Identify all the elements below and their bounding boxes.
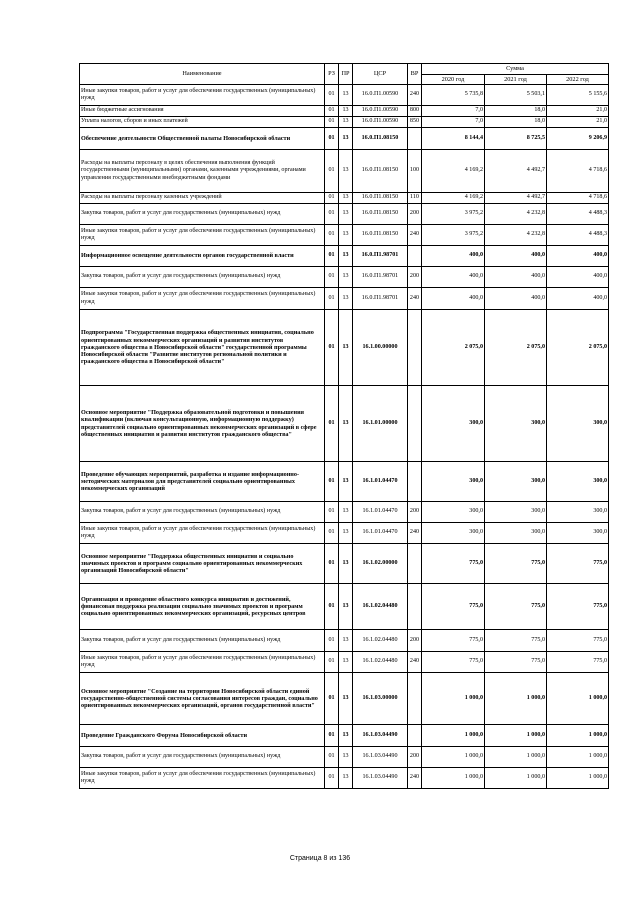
cell-pr: 13: [339, 193, 353, 204]
cell-name: Расходы на выплаты персоналу в целях обеспечения выполнения функций государственными (муниципальными) органами, казенными учреждениями, органами управления государственными внебюджетными фондами: [80, 150, 325, 193]
cell-rz: 01: [325, 462, 339, 502]
cell-csr: 16.1.01.00000: [353, 386, 408, 462]
cell-vr: [408, 310, 422, 386]
cell-y2022: 21,0: [547, 106, 609, 117]
cell-name: Основное мероприятие "Поддержка общественных инициатив и социально значимых проектов и программ социально ориентированных некоммерческих организаций Новосибирской области": [80, 544, 325, 584]
cell-y2020: 300,0: [422, 502, 485, 523]
cell-y2021: 4 232,8: [485, 204, 547, 225]
cell-csr: 16.0.П1.08150: [353, 225, 408, 246]
cell-pr: 13: [339, 630, 353, 652]
cell-name: Организация и проведение областного конкурса инициатив и достижений, финансовая поддержка реализации социально значимых проектов и программ социально ориентированных некоммерческих организаций, ресурсных центров: [80, 584, 325, 630]
cell-y2022: 4 718,6: [547, 193, 609, 204]
cell-y2020: 775,0: [422, 544, 485, 584]
cell-name: Информационное освещение деятельности органов государственной власти: [80, 246, 325, 267]
cell-y2022: 300,0: [547, 386, 609, 462]
cell-y2020: 400,0: [422, 288, 485, 310]
cell-y2021: 1 000,0: [485, 725, 547, 747]
table-row: [80, 584, 609, 630]
cell-rz: 01: [325, 204, 339, 225]
cell-pr: 13: [339, 267, 353, 288]
cell-vr: [408, 128, 422, 150]
cell-y2022: 775,0: [547, 652, 609, 673]
cell-y2020: 1 000,0: [422, 673, 485, 725]
cell-csr: 16.1.03.04490: [353, 768, 408, 789]
cell-y2022: 400,0: [547, 288, 609, 310]
cell-pr: 13: [339, 150, 353, 193]
column-header-year-2022: 2022 год: [547, 75, 609, 85]
table-row: [80, 106, 609, 117]
cell-rz: 01: [325, 768, 339, 789]
table-row: [80, 768, 609, 789]
cell-y2022: 300,0: [547, 502, 609, 523]
cell-y2021: 775,0: [485, 652, 547, 673]
cell-y2022: 775,0: [547, 544, 609, 584]
table-row: [80, 630, 609, 652]
cell-name: Основное мероприятие "Поддержка образовательной подготовки и повышения квалификации (включая консультационную, информационную поддержку) представителей социально ориентированных некоммерческих организаций в сфере общественных инициатив и развития институтов гражданского общества": [80, 386, 325, 462]
cell-csr: 16.1.02.04480: [353, 584, 408, 630]
cell-pr: 13: [339, 652, 353, 673]
cell-pr: 13: [339, 725, 353, 747]
cell-vr: 240: [408, 768, 422, 789]
cell-vr: 240: [408, 85, 422, 106]
cell-pr: 13: [339, 246, 353, 267]
table-row: [80, 150, 609, 193]
cell-pr: 13: [339, 310, 353, 386]
cell-rz: 01: [325, 673, 339, 725]
cell-vr: 240: [408, 288, 422, 310]
cell-csr: 16.0.П1.98701: [353, 267, 408, 288]
table-row: [80, 204, 609, 225]
cell-y2020: 400,0: [422, 267, 485, 288]
table-row: [80, 267, 609, 288]
cell-pr: 13: [339, 523, 353, 544]
cell-vr: 100: [408, 150, 422, 193]
cell-csr: 16.0.П1.08150: [353, 150, 408, 193]
cell-y2021: 1 000,0: [485, 768, 547, 789]
cell-y2022: 4 488,3: [547, 204, 609, 225]
cell-name: Иные закупки товаров, работ и услуг для обеспечения государственных (муниципальных) нужд: [80, 652, 325, 673]
cell-y2022: 300,0: [547, 462, 609, 502]
cell-csr: 16.1.01.04470: [353, 462, 408, 502]
cell-pr: 13: [339, 544, 353, 584]
cell-name: Проведение обучающих мероприятий, разработка и издание информационно-методических материалов для представителей социально ориентированных некоммерческих организаций: [80, 462, 325, 502]
cell-vr: 240: [408, 652, 422, 673]
cell-pr: 13: [339, 462, 353, 502]
column-header-year-2020: 2020 год: [422, 75, 485, 85]
cell-name: Закупка товаров, работ и услуг для государственных (муниципальных) нужд: [80, 267, 325, 288]
cell-rz: 01: [325, 225, 339, 246]
cell-name: Обеспечение деятельности Общественной палаты Новосибирской области: [80, 128, 325, 150]
cell-y2020: 400,0: [422, 246, 485, 267]
page-number: Страница 8 из 136: [289, 855, 351, 862]
cell-pr: 13: [339, 768, 353, 789]
column-header-name: Наименование: [80, 64, 325, 85]
cell-rz: 01: [325, 117, 339, 128]
cell-csr: 16.1.01.04470: [353, 502, 408, 523]
cell-y2021: 8 725,5: [485, 128, 547, 150]
cell-y2021: 400,0: [485, 246, 547, 267]
cell-rz: 01: [325, 288, 339, 310]
cell-rz: 01: [325, 544, 339, 584]
cell-csr: 16.0.П1.00590: [353, 85, 408, 106]
cell-rz: 01: [325, 386, 339, 462]
table-row: [80, 747, 609, 768]
cell-y2022: 775,0: [547, 630, 609, 652]
cell-y2022: 1 000,0: [547, 673, 609, 725]
cell-rz: 01: [325, 652, 339, 673]
cell-pr: 13: [339, 673, 353, 725]
cell-y2020: 3 975,2: [422, 204, 485, 225]
cell-vr: [408, 725, 422, 747]
column-header-pr: ПР: [339, 64, 353, 85]
cell-vr: 850: [408, 117, 422, 128]
cell-y2021: 2 075,0: [485, 310, 547, 386]
cell-y2020: 775,0: [422, 652, 485, 673]
column-header-sum: Сумма: [422, 64, 609, 75]
cell-csr: 16.0.П1.98701: [353, 288, 408, 310]
cell-pr: 13: [339, 204, 353, 225]
cell-pr: 13: [339, 128, 353, 150]
table-row: [80, 288, 609, 310]
cell-pr: 13: [339, 85, 353, 106]
cell-y2022: 1 000,0: [547, 725, 609, 747]
cell-name: Подпрограмма "Государственная поддержка общественных инициатив, социально ориентированных некоммерческих организаций и развития институтов гражданского общества в Новосибирской области" государственной программы Новосибирской области "Развитие институтов региональной политики и гражданского общества в Новосибирской области": [80, 310, 325, 386]
cell-y2021: 300,0: [485, 502, 547, 523]
cell-y2021: 300,0: [485, 523, 547, 544]
table-row: [80, 193, 609, 204]
cell-vr: [408, 246, 422, 267]
cell-csr: 16.0.П1.08150: [353, 204, 408, 225]
cell-y2022: 9 206,9: [547, 128, 609, 150]
cell-y2021: 5 503,1: [485, 85, 547, 106]
cell-rz: 01: [325, 523, 339, 544]
cell-rz: 01: [325, 128, 339, 150]
cell-vr: [408, 386, 422, 462]
cell-pr: 13: [339, 225, 353, 246]
cell-pr: 13: [339, 747, 353, 768]
budget-table: [79, 63, 609, 789]
cell-csr: 16.1.02.04480: [353, 652, 408, 673]
cell-csr: 16.0.П1.08150: [353, 128, 408, 150]
cell-rz: 01: [325, 725, 339, 747]
cell-y2020: 1 000,0: [422, 747, 485, 768]
table-body: [80, 85, 609, 789]
cell-rz: 01: [325, 150, 339, 193]
cell-y2021: 1 000,0: [485, 747, 547, 768]
table-row: [80, 386, 609, 462]
cell-y2020: 4 169,2: [422, 193, 485, 204]
cell-rz: 01: [325, 106, 339, 117]
cell-vr: 200: [408, 747, 422, 768]
cell-y2022: 4 718,6: [547, 150, 609, 193]
cell-rz: 01: [325, 630, 339, 652]
cell-vr: 200: [408, 502, 422, 523]
cell-vr: [408, 584, 422, 630]
cell-y2020: 8 144,4: [422, 128, 485, 150]
cell-vr: 110: [408, 193, 422, 204]
cell-y2020: 7,0: [422, 106, 485, 117]
cell-y2021: 1 000,0: [485, 673, 547, 725]
cell-name: Закупка товаров, работ и услуг для государственных (муниципальных) нужд: [80, 502, 325, 523]
table-row: [80, 523, 609, 544]
cell-y2022: 1 000,0: [547, 768, 609, 789]
cell-y2022: 775,0: [547, 584, 609, 630]
cell-name: Иные бюджетные ассигнования: [80, 106, 325, 117]
cell-vr: 200: [408, 204, 422, 225]
table-row: [80, 725, 609, 747]
cell-vr: 240: [408, 523, 422, 544]
cell-y2021: 18,0: [485, 117, 547, 128]
cell-name: Проведение Гражданского Форума Новосибирской области: [80, 725, 325, 747]
table-row: [80, 117, 609, 128]
table-row: [80, 246, 609, 267]
cell-y2022: 5 155,6: [547, 85, 609, 106]
table-row: [80, 462, 609, 502]
cell-y2021: 400,0: [485, 267, 547, 288]
cell-pr: 13: [339, 106, 353, 117]
cell-y2022: 4 488,3: [547, 225, 609, 246]
cell-y2020: 7,0: [422, 117, 485, 128]
cell-vr: [408, 673, 422, 725]
cell-y2020: 1 000,0: [422, 768, 485, 789]
cell-name: Закупка товаров, работ и услуг для государственных (муниципальных) нужд: [80, 204, 325, 225]
cell-y2022: 2 075,0: [547, 310, 609, 386]
cell-y2022: 21,0: [547, 117, 609, 128]
column-header-rz: РЗ: [325, 64, 339, 85]
table-row: [80, 310, 609, 386]
cell-name: Закупка товаров, работ и услуг для государственных (муниципальных) нужд: [80, 630, 325, 652]
cell-y2020: 300,0: [422, 462, 485, 502]
cell-y2021: 300,0: [485, 386, 547, 462]
cell-rz: 01: [325, 193, 339, 204]
column-header-csr: ЦСР: [353, 64, 408, 85]
cell-csr: 16.1.02.00000: [353, 544, 408, 584]
cell-vr: 800: [408, 106, 422, 117]
table-row: [80, 128, 609, 150]
cell-name: Иные закупки товаров, работ и услуг для обеспечения государственных (муниципальных) нужд: [80, 768, 325, 789]
cell-vr: 200: [408, 630, 422, 652]
table-row: [80, 673, 609, 725]
cell-y2021: 400,0: [485, 288, 547, 310]
cell-y2022: 300,0: [547, 523, 609, 544]
cell-name: Уплата налогов, сборов и иных платежей: [80, 117, 325, 128]
cell-rz: 01: [325, 310, 339, 386]
cell-csr: 16.0.П1.98701: [353, 246, 408, 267]
cell-y2020: 775,0: [422, 630, 485, 652]
cell-name: Иные закупки товаров, работ и услуг для обеспечения государственных (муниципальных) нужд: [80, 85, 325, 106]
cell-y2021: 4 232,8: [485, 225, 547, 246]
cell-pr: 13: [339, 117, 353, 128]
cell-y2021: 775,0: [485, 544, 547, 584]
cell-name: Основное мероприятие "Создание на территории Новосибирской области единой государственно-общественной системы согласования интересов граждан, социально ориентированных некоммерческих организаций, органов государственной власти": [80, 673, 325, 725]
cell-csr: 16.1.03.04490: [353, 747, 408, 768]
table-row: [80, 652, 609, 673]
cell-y2020: 3 975,2: [422, 225, 485, 246]
table-row: [80, 225, 609, 246]
cell-y2022: 400,0: [547, 246, 609, 267]
cell-pr: 13: [339, 386, 353, 462]
cell-csr: 16.1.03.04490: [353, 725, 408, 747]
cell-rz: 01: [325, 267, 339, 288]
cell-y2021: 4 492,7: [485, 193, 547, 204]
cell-csr: 16.0.П1.00590: [353, 106, 408, 117]
cell-csr: 16.1.03.00000: [353, 673, 408, 725]
cell-y2022: 1 000,0: [547, 747, 609, 768]
cell-pr: 13: [339, 584, 353, 630]
cell-y2021: 775,0: [485, 630, 547, 652]
cell-csr: 16.0.П1.00590: [353, 117, 408, 128]
cell-name: Закупка товаров, работ и услуг для государственных (муниципальных) нужд: [80, 747, 325, 768]
table-row: [80, 544, 609, 584]
table-header: [80, 64, 609, 85]
cell-name: Иные закупки товаров, работ и услуг для обеспечения государственных (муниципальных) нужд: [80, 523, 325, 544]
column-header-year-2021: 2021 год: [485, 75, 547, 85]
cell-y2020: 5 735,8: [422, 85, 485, 106]
cell-y2021: 775,0: [485, 584, 547, 630]
cell-rz: 01: [325, 502, 339, 523]
cell-name: Иные закупки товаров, работ и услуг для обеспечения государственных (муниципальных) нужд: [80, 225, 325, 246]
cell-vr: [408, 462, 422, 502]
table-row: [80, 502, 609, 523]
cell-vr: [408, 544, 422, 584]
cell-vr: 240: [408, 225, 422, 246]
cell-pr: 13: [339, 288, 353, 310]
cell-y2020: 4 169,2: [422, 150, 485, 193]
cell-y2021: 4 492,7: [485, 150, 547, 193]
cell-y2020: 300,0: [422, 386, 485, 462]
cell-csr: 16.1.01.04470: [353, 523, 408, 544]
cell-csr: 16.1.00.00000: [353, 310, 408, 386]
cell-pr: 13: [339, 502, 353, 523]
cell-name: Иные закупки товаров, работ и услуг для обеспечения государственных (муниципальных) нужд: [80, 288, 325, 310]
cell-y2020: 775,0: [422, 584, 485, 630]
cell-csr: 16.0.П1.08150: [353, 193, 408, 204]
cell-vr: 200: [408, 267, 422, 288]
cell-y2020: 1 000,0: [422, 725, 485, 747]
cell-y2022: 400,0: [547, 267, 609, 288]
cell-y2020: 2 075,0: [422, 310, 485, 386]
cell-rz: 01: [325, 584, 339, 630]
cell-rz: 01: [325, 747, 339, 768]
cell-name: Расходы на выплаты персоналу казенных учреждений: [80, 193, 325, 204]
cell-y2020: 300,0: [422, 523, 485, 544]
cell-y2021: 18,0: [485, 106, 547, 117]
cell-rz: 01: [325, 85, 339, 106]
table-row: [80, 85, 609, 106]
cell-y2021: 300,0: [485, 462, 547, 502]
cell-rz: 01: [325, 246, 339, 267]
cell-csr: 16.1.02.04480: [353, 630, 408, 652]
column-header-vr: ВР: [408, 64, 422, 85]
